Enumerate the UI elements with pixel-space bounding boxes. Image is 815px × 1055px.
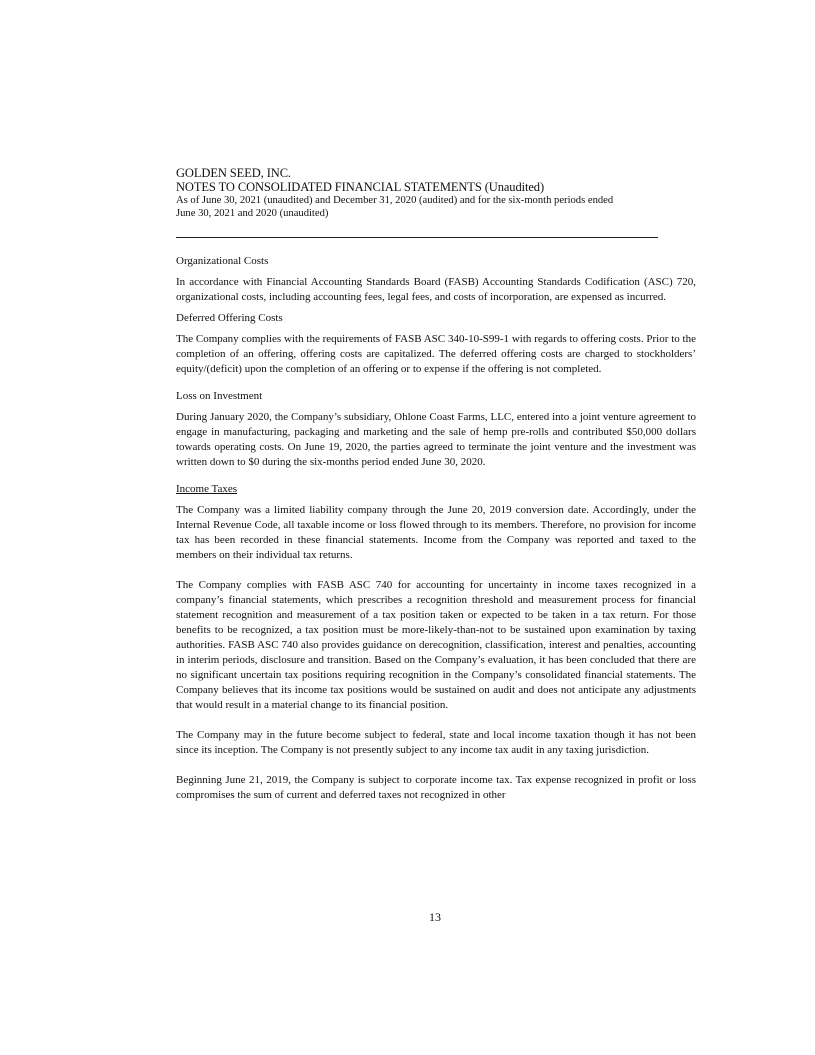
income-taxes-heading: Income Taxes [176,483,238,495]
organizational-costs-paragraph: In accordance with Financial Accounting Standards Board (FASB) Accounting Standards Codification (ASC) 720, organizational costs, including accounting fees, legal fees, and costs of incorporation, are expensed as incurred. [176,276,696,303]
period-line-1: As of June 30, 2021 (unaudited) and December 31, 2020 (audited) and for the six-month periods ended [176,195,614,206]
notes-body [176,254,696,809]
document-header [176,166,696,220]
income-taxes-paragraph-1: The Company was a limited liability company through the June 20, 2019 conversion date. Accordingly, under the Internal Revenue Code, all taxable income or loss flowed through to its members. Therefore, no provision for income tax has been recorded in these financial statements. Income from the Company was reported and taxed to the members on their individual tax returns. [176,504,696,561]
header-divider [176,237,658,238]
income-taxes-paragraph-4: Beginning June 21, 2019, the Company is subject to corporate income tax. Tax expense recognized in profit or loss compromises the sum of current and deferred taxes not recognized in other [176,774,696,801]
loss-on-investment-heading: Loss on Investment [176,390,263,402]
income-taxes-paragraph-2: The Company complies with FASB ASC 740 for accounting for uncertainty in income taxes recognized in a company’s financial statements, which prescribes a recognition threshold and measurement process for financial statement recognition and measurement of a tax position taken or expected to be taken in a tax return. For those benefits to be recognized, a tax position must be more-likely-than-not to be sustained upon examination by taxing authorities. FASB ASC 740 also provides guidance on derecognition, classification, interest and penalties, accounting in interim periods, disclosure and transition. Based on the Company’s evaluation, it has been concluded that there are no significant uncertain tax positions requiring recognition in the Company’s consolidated financial statements. The Company believes that its income tax positions would be sustained on audit and does not anticipate any adjustments that would result in a material change to its financial position. [176,579,696,711]
organizational-costs-heading: Organizational Costs [176,255,269,267]
loss-on-investment-paragraph: During January 2020, the Company’s subsidiary, Ohlone Coast Farms, LLC, entered into a joint venture agreement to engage in manufacturing, packaging and marketing and the sale of hemp pre-rolls and contributed $50,000 dollars towards operating costs. On June 19, 2020, the parties agreed to terminate the joint venture and the investment was written down to $0 during the six-months period ended June 30, 2020. [176,411,696,468]
deferred-offering-costs-heading: Deferred Offering Costs [176,312,283,324]
company-name: GOLDEN SEED, INC. [176,166,291,180]
income-taxes-paragraph-3: The Company may in the future become subject to federal, state and local income taxation though it has not been since its inception. The Company is not presently subject to any income tax audit in any taxing jurisdiction. [176,729,696,756]
page-number: 13 [429,910,441,924]
deferred-offering-costs-paragraph: The Company complies with the requirements of FASB ASC 340-10-S99-1 with regards to offering costs. Prior to the completion of an offering, offering costs are capitalized. The deferred offering costs are charged to stockholders’ equity/(deficit) upon the completion of an offering or to expense if the offering is not completed. [176,333,696,375]
document-title: NOTES TO CONSOLIDATED FINANCIAL STATEMENTS (Unaudited) [176,180,545,194]
period-line-2: June 30, 2021 and 2020 (unaudited) [176,208,329,219]
